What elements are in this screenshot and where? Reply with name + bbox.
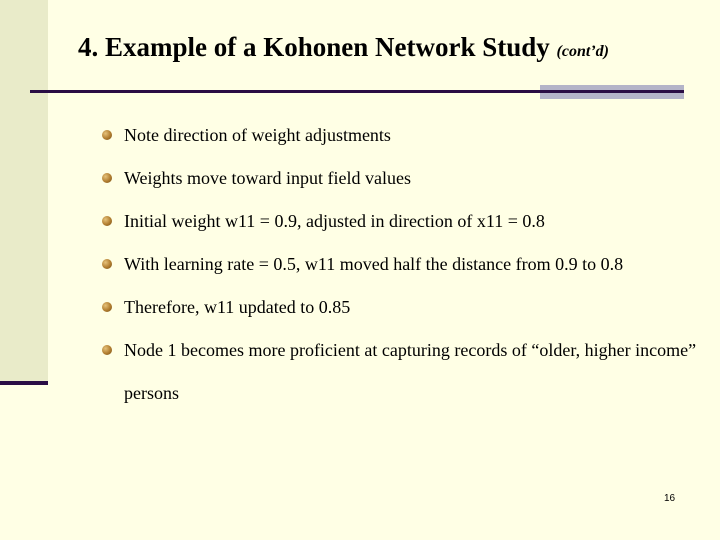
side-bar-rule <box>0 381 48 385</box>
bullet-item <box>100 329 700 415</box>
bullet-item <box>100 286 700 329</box>
bullet-icon <box>102 302 112 312</box>
bullet-text: Note direction of weight adjustments <box>124 125 391 145</box>
bullet-item <box>100 243 700 286</box>
bullet-item <box>100 200 700 243</box>
slide-title-suffix: (cont’d) <box>556 43 609 60</box>
slide-title <box>78 32 609 63</box>
bullet-icon <box>102 173 112 183</box>
bullet-text: Initial weight w11 = 0.9, adjusted in direction of x11 = 0.8 <box>124 211 545 231</box>
bullet-icon <box>102 130 112 140</box>
bullet-item <box>100 157 700 200</box>
bullet-text: Weights move toward input field values <box>124 168 411 188</box>
side-bar-decoration <box>0 0 48 383</box>
bullet-icon <box>102 216 112 226</box>
bullet-text: With learning rate = 0.5, w11 moved half the distance from 0.9 to 0.8 <box>124 254 624 274</box>
bullet-text: Therefore, w11 updated to 0.85 <box>124 297 351 317</box>
bullet-item <box>100 114 700 157</box>
bullet-icon <box>102 259 112 269</box>
title-rule <box>30 90 542 93</box>
page-number: 16 <box>664 493 676 504</box>
title-rule-block-line <box>540 90 684 93</box>
bullet-text: Node 1 becomes more proficient at capturing records of “older, higher income” persons <box>124 340 697 403</box>
slide-title-text: 4. Example of a Kohonen Network Study <box>78 32 550 62</box>
bullet-list <box>100 114 700 415</box>
bullet-icon <box>102 345 112 355</box>
